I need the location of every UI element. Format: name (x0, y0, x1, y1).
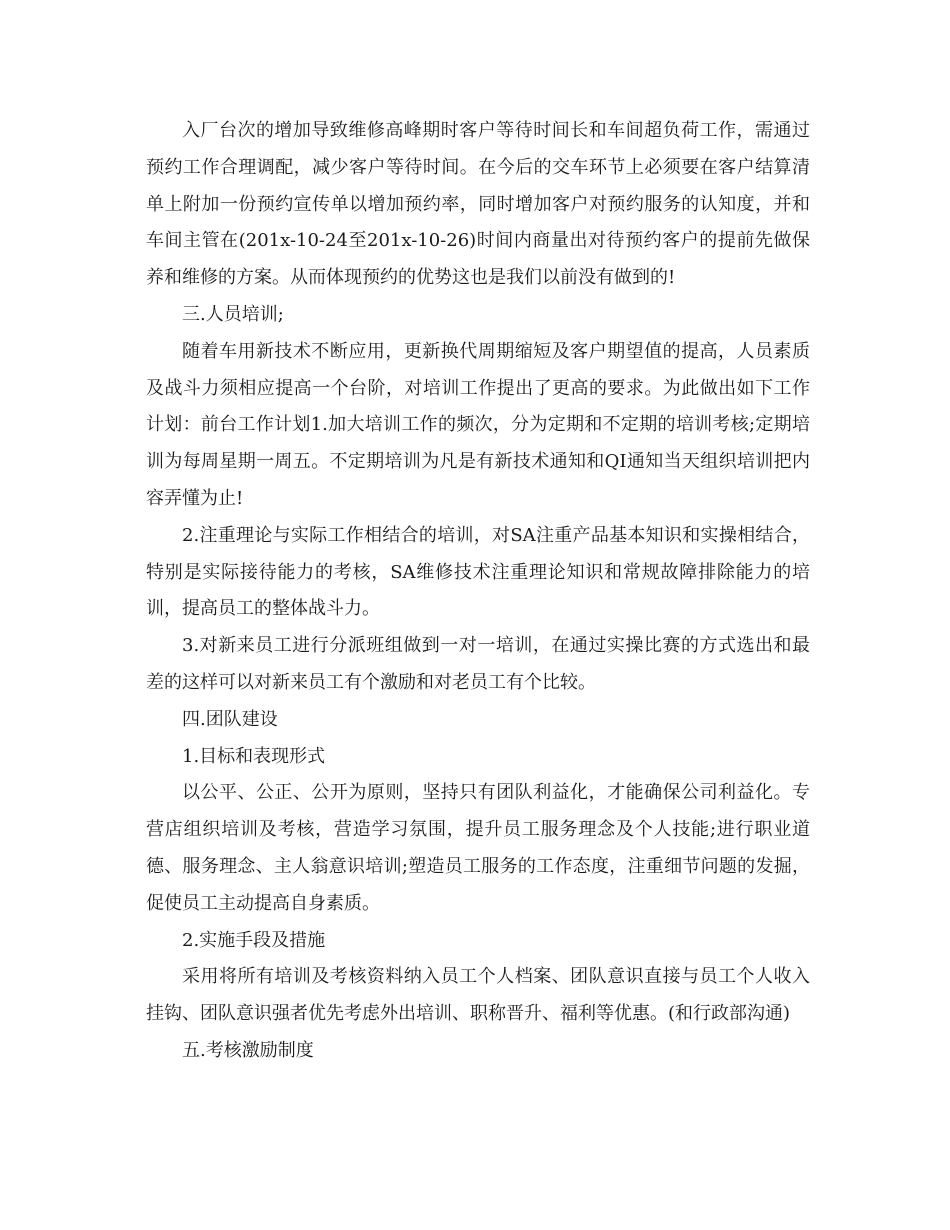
subheading-measures: 2.实施手段及措施 (182, 929, 326, 951)
paragraph-goals: 以公平、公正、公开为原则，坚持只有团队利益化，才能确保公司利益化。专营店组织培训及考核，营造学习氛围，提升员工服务理念及个人技能;进行职业道德、服务理念、主人翁意识培训;塑造员工服务的工作态度，注重细节问题的发掘，促使员工主动提高自身素质。 (146, 782, 810, 914)
section-heading-staff-training: 三.人员培训; (182, 303, 284, 325)
paragraph-reservation: 入厂台次的增加导致维修高峰期时客户等待时间长和车间超负荷工作，需通过预约工作合理调配，减少客户等待时间。在今后的交车环节上必须要在客户结算清单上附加一份预约宣传单以增加预约率，同时增加客户对预约服务的认知度，并和车间主管在(201x-10-24至201x-10-26)时间内商量出对待预约客户的提前先做保养和维修的方案。从而体现预约的优势这也是我们以前没有做到的! (146, 120, 810, 289)
section-heading-team-building: 四.团队建设 (182, 708, 278, 730)
document-body (146, 113, 810, 1070)
paragraph-new-staff: 3.对新来员工进行分派班组做到一对一培训，在通过实操比赛的方式选出和最差的这样可以对新来员工有个激励和对老员工有个比较。 (146, 635, 810, 693)
paragraph-measures: 采用将所有培训及考核资料纳入员工个人档案、团队意识直接与员工个人收入挂钩、团队意识强者优先考虑外出培训、职称晋升、福利等优惠。(和行政部沟通) (146, 966, 810, 1025)
paragraph-training-plan: 随着车用新技术不断应用，更新换代周期缩短及客户期望值的提高，人员素质及战斗力须相应提高一个台阶，对培训工作提出了更高的要求。为此做出如下工作计划：前台工作计划1.加大培训工作的频次，分为定期和不定期的培训考核;定期培训为每周星期一周五。不定期培训为凡是有新技术通知和QI通知当天组织培训把内容弄懂为止! (146, 340, 810, 509)
section-heading-assessment: 五.考核激励制度 (182, 1039, 314, 1061)
subheading-goals: 1.目标和表现形式 (182, 745, 326, 767)
paragraph-theory-practice: 2.注重理论与实际工作相结合的培训，对SA注重产品基本知识和实操相结合，特别是实际接待能力的考核，SA维修技术注重理论知识和常规故障排除能力的培训，提高员工的整体战斗力。 (146, 524, 810, 620)
